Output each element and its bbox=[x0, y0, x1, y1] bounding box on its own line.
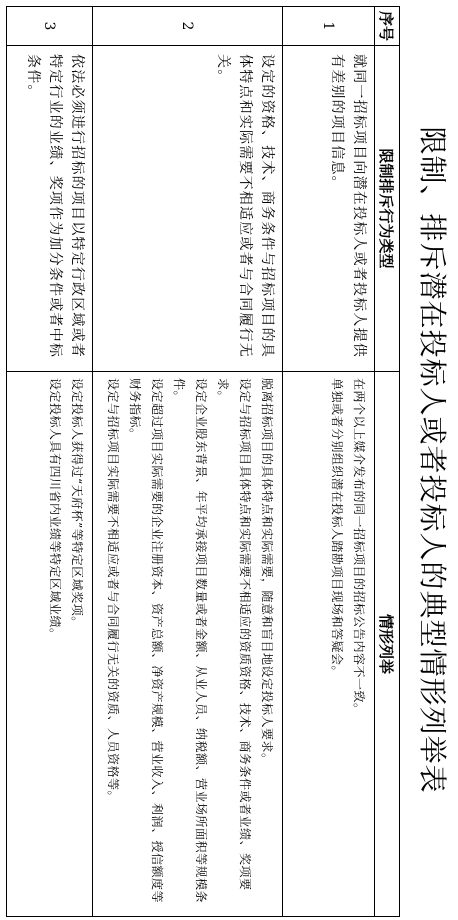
type-cell bbox=[7, 46, 93, 372]
row-number: 2 bbox=[93, 7, 283, 46]
restriction-table bbox=[6, 6, 400, 917]
case-item: 单独或者分别组织潜在投标人踏勘项目现场和答疑会。 bbox=[330, 378, 344, 679]
cases-cell bbox=[7, 372, 93, 917]
table-row bbox=[283, 7, 375, 917]
document-title: 限制、排斥潜在投标人或者投标人的典型情形列举表 bbox=[416, 126, 449, 794]
type-cell bbox=[283, 46, 375, 372]
header-cases: 情形列举 bbox=[375, 372, 400, 917]
case-item: 设定与招标项目具体特点和实际需要不相适应的资质资格、技术、商务条件或者业绩、奖项要求。 bbox=[216, 378, 252, 891]
case-item: 在两个以上媒介发布的同一招标项目的招标公告内容不一致。 bbox=[352, 378, 366, 716]
case-item: 设定企业股东背景、年平均承接项目数量或者金额、从业人员、纳税额、营业场所面积等规模条件。 bbox=[172, 378, 208, 904]
cases-cell bbox=[93, 372, 283, 917]
table-header-row bbox=[375, 7, 400, 917]
header-no: 序号 bbox=[375, 7, 400, 46]
case-item: 设定投标人获得过“天府杯”等特定区域奖项。 bbox=[70, 378, 84, 629]
header-type: 限制排斥行为类型 bbox=[375, 46, 400, 372]
type-text: 就同一招标项目向潜在投标人或者投标人提供有差别的项目信息。 bbox=[329, 54, 367, 358]
case-item: 脱离招标项目的具体特点和实际需要，随意和盲目地设定投标人要求。 bbox=[260, 378, 274, 766]
table-row bbox=[7, 7, 93, 917]
case-item: 设定与招标项目实际需要不相适应或者与合同履行无关的资质、人员资格等。 bbox=[106, 378, 120, 804]
type-text: 依法必须进行招标的项目以特定行政区域或者特定行业的业绩、奖项作为加分条件或者中标条件。 bbox=[25, 54, 85, 358]
cases-cell bbox=[283, 372, 375, 917]
table-row bbox=[93, 7, 283, 917]
type-text: 设定的资格、技术、商务条件与招标项目的具体特点和实际需要不相适应或者与合同履行无关。 bbox=[215, 54, 275, 358]
case-item: 设定超过项目实际需要的企业注册资本、资产总额、净资产规模、营业收入、利润、授信额度等财务指标。 bbox=[128, 378, 164, 904]
case-item: 设定投标人具有四川省内业绩等特定区域业绩。 bbox=[48, 378, 62, 641]
row-number: 3 bbox=[7, 7, 93, 46]
row-number: 1 bbox=[283, 7, 375, 46]
type-cell bbox=[93, 46, 283, 372]
